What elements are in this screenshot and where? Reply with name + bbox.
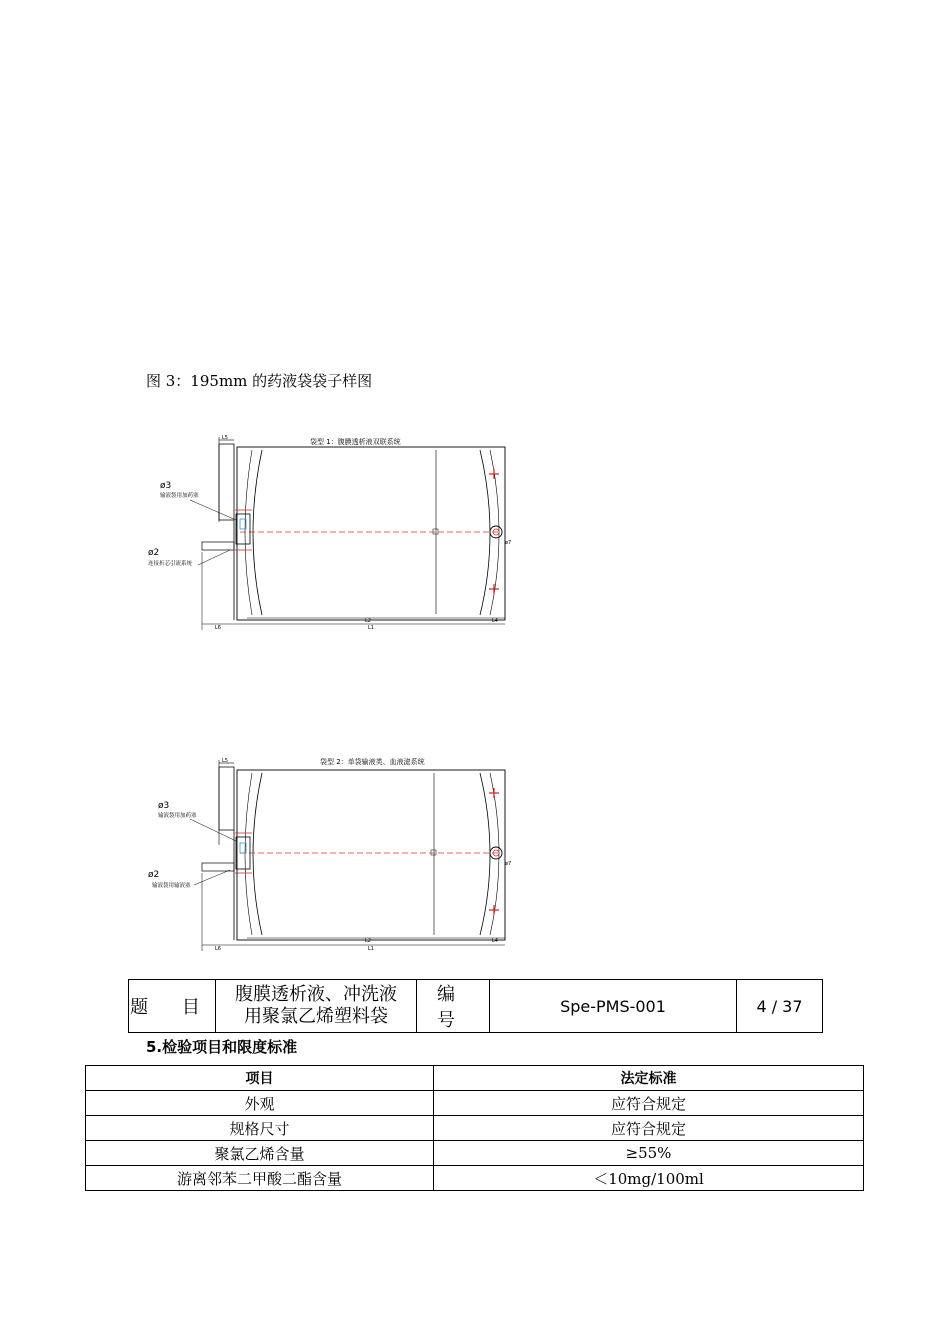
document-header	[128, 979, 823, 1033]
table-row	[86, 1141, 864, 1166]
title-line-1: 腹膜透析液、冲洗液	[235, 984, 397, 1005]
drawing-1-title: 袋型 1：腹膜透析液双联系统	[310, 438, 401, 446]
table-row	[86, 1091, 864, 1116]
drawing-2-l5: L5	[222, 758, 228, 764]
drawing-2-port-top-label: 输液袋用加药塞	[158, 813, 197, 819]
cell-item: 外观	[86, 1091, 434, 1116]
bag-drawing-2-svg	[140, 755, 520, 955]
drawing-2-l4: L4	[492, 938, 498, 944]
drawing-1-phi: ø7	[505, 540, 512, 546]
drawing-1-l5: L5	[222, 435, 228, 441]
spec-table	[85, 1065, 864, 1191]
page-number: 4 / 37	[756, 996, 803, 1016]
figure-caption: 图 3：195mm 的药液袋袋子样图	[146, 372, 373, 390]
drawing-2-l2: L2	[365, 938, 371, 944]
title-line-2: 用聚氯乙烯塑料袋	[244, 1006, 388, 1027]
bag-drawing-1	[140, 432, 520, 632]
drawing-2-phi: ø7	[505, 861, 512, 867]
drawing-2-port-bottom-size: ø2	[148, 870, 160, 880]
code-label: 编 号	[437, 984, 469, 1031]
drawing-1-port-top-size: ø3	[160, 481, 172, 491]
page-cell	[737, 980, 823, 1033]
drawing-2-l1: L1	[368, 946, 374, 952]
code-label-cell	[417, 980, 490, 1033]
table-row	[86, 1116, 864, 1141]
code-value: Spe-PMS-001	[560, 996, 666, 1016]
drawing-1-l6: L6	[215, 625, 221, 631]
code-cell	[490, 980, 737, 1033]
cell-standard: 应符合规定	[434, 1116, 864, 1141]
section-title: 5.检验项目和限度标准	[146, 1038, 298, 1056]
bag-drawing-1-svg	[140, 432, 520, 632]
title-cell	[216, 980, 417, 1033]
cell-standard: 应符合规定	[434, 1091, 864, 1116]
drawing-1-port-top-label: 输液袋用加药塞	[160, 493, 199, 499]
drawing-1-l2: L2	[365, 618, 371, 624]
drawing-1-l1: L1	[368, 625, 374, 631]
drawing-2-title: 袋型 2：单袋输液类、血液滤系统	[320, 758, 425, 766]
cell-standard: ＜10mg/100ml	[434, 1166, 864, 1191]
cell-standard: ≥55%	[434, 1141, 864, 1166]
bag-drawing-2	[140, 755, 520, 955]
drawing-1-port-bottom-size: ø2	[148, 548, 160, 558]
table-row	[86, 1166, 864, 1191]
cell-item: 规格尺寸	[86, 1116, 434, 1141]
cell-item: 游离邻苯二甲酸二酯含量	[86, 1166, 434, 1191]
drawing-2-l6: L6	[215, 946, 221, 952]
title-label: 题 目	[130, 997, 214, 1018]
title-label-cell	[129, 980, 216, 1033]
drawing-1-port-bottom-label: 连接折芯引流系统	[148, 561, 193, 567]
drawing-2-port-top-size: ø3	[158, 801, 170, 811]
spec-table-header-row	[86, 1066, 864, 1091]
column-header-item: 项目	[86, 1066, 434, 1091]
cell-item: 聚氯乙烯含量	[86, 1141, 434, 1166]
drawing-2-port-bottom-label: 输液袋用输液塞	[152, 883, 191, 889]
column-header-standard: 法定标准	[434, 1066, 864, 1091]
drawing-1-l4: L4	[492, 618, 498, 624]
